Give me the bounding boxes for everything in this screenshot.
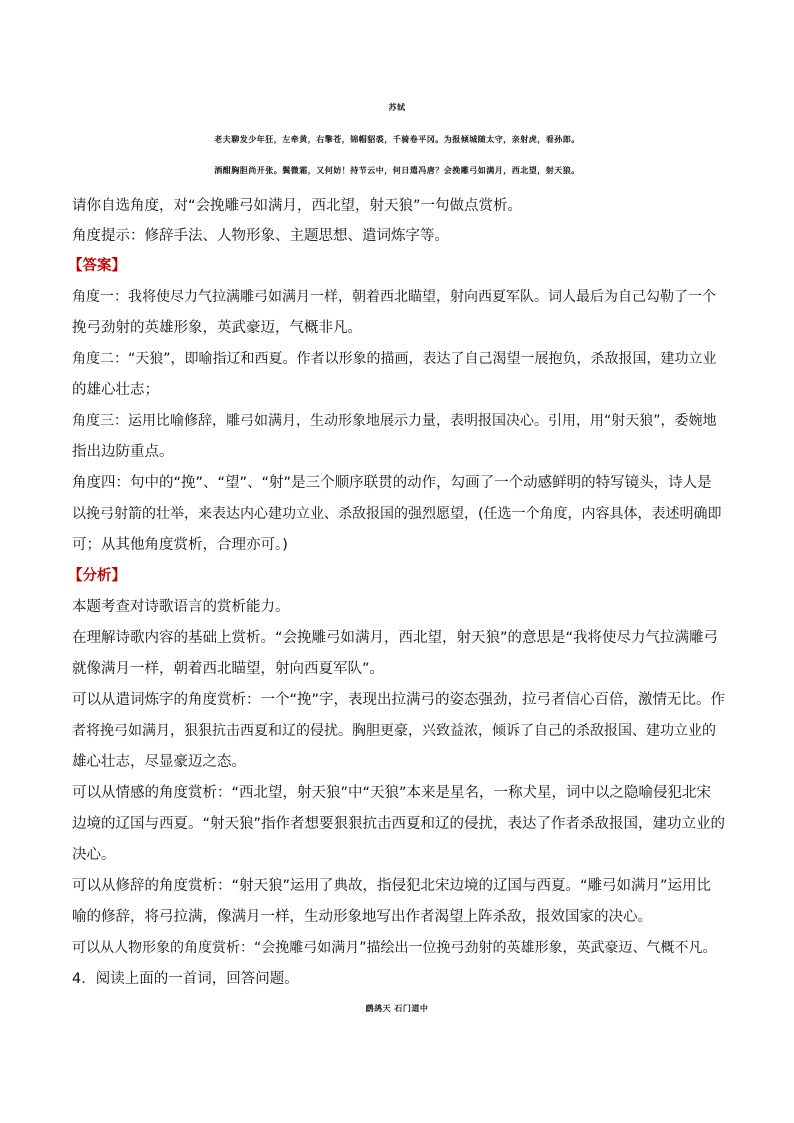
answer-line: 指出边防重点。 — [72, 444, 174, 460]
analysis-line: 就像满月一样，朝着西北瞄望，射向西夏军队”。 — [72, 661, 385, 677]
analysis-line: 喻的修辞，将弓拉满，像满月一样，生动形象地写出作者渴望上阵杀敌，报效国家的决心。 — [72, 909, 652, 925]
analysis-line: 可以从情感的角度赏析：“西北望，射天狼”中“天狼”本来是星名，一称犬星，词中以之隐喻侵犯北宋 — [72, 785, 712, 801]
analysis-line: 决心。 — [72, 847, 116, 863]
poem-line-1: 老夫聊发少年狂，左牵黄，右擎苍，锦帽貂裘，千骑卷平冈。为报倾城随太守，亲射虎，看孙郎。 — [214, 134, 580, 144]
answer-line: 角度二：“天狼”，即喻指辽和西夏。作者以形象的描画，表达了自己渴望一展抱负，杀敌报国，建功立业 — [72, 351, 717, 367]
answer-heading: 【答案】 — [68, 258, 126, 274]
analysis-line: 可以从人物形象的角度赏析：“会挽雕弓如满月”描绘出一位挽弓劲射的英雄形象，英武豪迈、气概不凡。 — [72, 940, 717, 956]
poem-line-2: 酒酣胸胆尚开张。鬓微霜，又何妨！持节云中，何日遣冯唐？会挽雕弓如满月，西北望，射天狼。 — [214, 165, 580, 175]
answer-line: 以挽弓射箭的壮举，来表达内心建功立业、杀敌报国的强烈愿望，(任选一个角度，内容具体，表述明确即 — [72, 506, 722, 522]
poem-author: 苏轼 — [388, 102, 406, 112]
answer-line: 角度三：运用比喻修辞，雕弓如满月，生动形象地展示力量，表明报国决心。引用，用“射天狼”，委婉地 — [72, 413, 717, 429]
analysis-heading: 【分析】 — [68, 568, 126, 584]
analysis-line: 可以从修辞的角度赏析：“射天狼”运用了典故，指侵犯北宋边境的辽国与西夏。“雕弓如满月”运用比 — [72, 878, 712, 894]
answer-line: 挽弓劲射的英雄形象，英武豪迈，气概非凡。 — [72, 320, 362, 336]
next-poem-title: 鹧鸪天 石门道中 — [365, 1003, 429, 1013]
answer-line: 角度一：我将使尽力气拉满雕弓如满月一样，朝着西北瞄望，射向西夏军队。词人最后为自己勾勒了一个 — [72, 289, 716, 305]
analysis-line: 本题考查对诗歌语言的赏析能力。 — [72, 599, 290, 615]
analysis-line: 边境的辽国与西夏。“射天狼”指作者想要狠狠抗击西夏和辽的侵扰，表达了作者杀敌报国，建功立业的 — [72, 816, 726, 832]
analysis-line: 在理解诗歌内容的基础上赏析。“会挽雕弓如满月，西北望，射天狼”的意思是“我将使尽力气拉满雕弓 — [72, 630, 719, 646]
analysis-line: 雄心壮志，尽显豪迈之态。 — [72, 754, 246, 770]
question-prompt: 请你自选角度，对“会挽雕弓如满月，西北望，射天狼”一句做点赏析。 — [72, 198, 523, 214]
question-hint: 角度提示：修辞手法、人物形象、主题思想、遣词炼字等。 — [72, 228, 449, 244]
analysis-line: 者将挽弓如满月，狠狠抗击西夏和辽的侵扰。胸胆更豪，兴致益浓，倾诉了自己的杀敌报国、建功立业的 — [72, 723, 716, 739]
next-question-prompt: 4．阅读上面的一首词，回答问题。 — [72, 971, 299, 987]
answer-line: 可；从其他角度赏析，合理亦可。) — [72, 537, 288, 553]
answer-line: 的雄心壮志； — [72, 382, 159, 398]
answer-line: 角度四：句中的“挽”、“望”、“射”是三个顺序联贯的动作，勾画了一个动感鲜明的特写镜头，诗人是 — [72, 475, 712, 491]
analysis-line: 可以从遣词炼字的角度赏析：一个“挽”字，表现出拉满弓的姿态强劲，拉弓者信心百倍，激情无比。作 — [72, 692, 726, 708]
